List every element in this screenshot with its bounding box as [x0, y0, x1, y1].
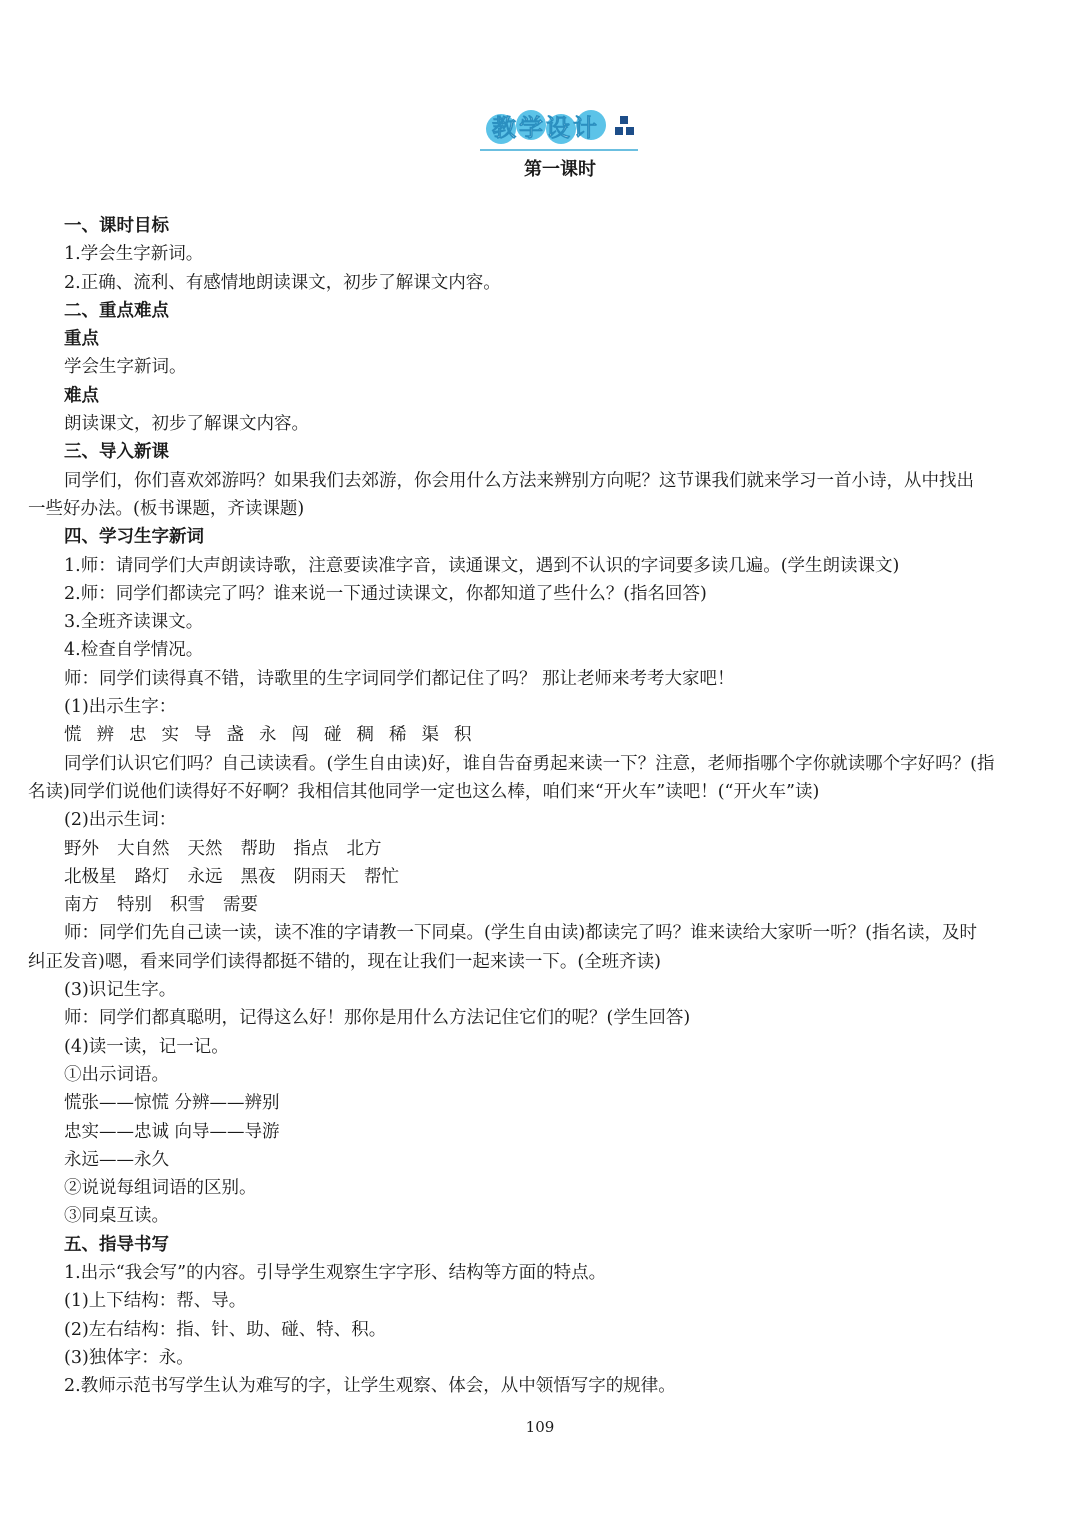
character-item: 碰 [324, 725, 342, 746]
section-heading: 一、课时目标 [64, 216, 169, 236]
word-item: 永远 [187, 866, 223, 887]
text-line: 师：同学们先自己读一读，读不准的字请教一下同桌。(学生自由读)都读完了吗？谁来读给大家听一听？(指名读，及时 [64, 923, 977, 944]
text-line: 1.师：请同学们大声朗读诗歌，注意要读准字音，读通课文，遇到不认识的字词要多读几遍。(学生朗读课文) [64, 555, 900, 576]
section-heading: 四、学习生字新词 [64, 527, 204, 548]
text-line: 2.教师示范书写学生认为难写的字，让学生观察、体会，从中领悟写字的规律。 [64, 1376, 676, 1397]
word-item: 路灯 [134, 866, 170, 887]
word-list [0, 863, 1080, 891]
text-line: 2.正确、流利、有感情地朗读课文，初步了解课文内容。 [64, 272, 501, 293]
character-list [0, 721, 1080, 749]
text-line: 一些好办法。(板书课题，齐读课题) [28, 498, 305, 519]
text-line: 同学们，你们喜欢郊游吗？如果我们去郊游，你会用什么方法来辨别方向呢？这节课我们就来学习一首小诗，从中找出 [64, 470, 974, 491]
word-item: 特别 [117, 895, 152, 916]
word-item: 帮忙 [364, 866, 399, 887]
text-line: 朗读课文，初步了解课文内容。 [64, 414, 309, 435]
text-line: ②说说每组词语的区别。 [64, 1178, 257, 1199]
character-item: 忠 [129, 725, 147, 746]
text-line: (4)读一读，记一记。 [64, 1036, 229, 1057]
text-line: 1.学会生字新词。 [64, 244, 204, 265]
text-line: (2)左右结构：指、针、助、碰、特、积。 [64, 1319, 387, 1340]
character-item: 永 [259, 725, 277, 746]
lesson-title: 第一课时 [524, 159, 596, 180]
character-item: 导 [194, 725, 212, 746]
word-list [0, 891, 1080, 919]
text-line: ③同桌互读。 [64, 1206, 169, 1227]
text-line: (1)出示生字： [64, 697, 177, 718]
text-line: 师：同学们读得真不错，诗歌里的生字词同学们都记住了吗？ 那让老师来考考大家吧！ [64, 668, 735, 689]
word-item: 积雪 [170, 895, 205, 916]
section-heading: 重点 [64, 329, 99, 350]
character-item: 积 [454, 725, 472, 746]
text-line: 忠实——忠诚 向导——导游 [64, 1121, 280, 1142]
text-line: 学会生字新词。 [64, 357, 187, 378]
character-item: 慌 [64, 725, 82, 746]
word-item: 野外 [64, 838, 99, 859]
text-line: 永远——永久 [64, 1149, 169, 1170]
text-line: 1.出示“我会写”的内容。引导学生观察生字字形、结构等方面的特点。 [64, 1262, 607, 1283]
text-line: 纠正发音)嗯，看来同学们读得都挺不错的，现在让我们一起来读一下。(全班齐读) [28, 951, 661, 972]
character-item: 闯 [291, 725, 309, 746]
text-line: ①出示词语。 [64, 1064, 169, 1085]
text-line: (2)出示生词： [64, 810, 177, 831]
character-item: 稀 [389, 725, 407, 746]
word-item: 北极星 [64, 866, 117, 887]
banner-blocks-icon [615, 116, 634, 135]
text-line: 名读)同学们说他们读得好不好啊？我相信其他同学一定也这么棒，咱们来“开火车”读吧！(“开火车”读) [28, 781, 820, 802]
text-line: 4.检查自学情况。 [64, 640, 204, 661]
page-number: 109 [525, 1418, 555, 1436]
word-item: 北方 [346, 838, 382, 859]
word-item: 帮助 [240, 838, 276, 859]
lesson-content [0, 212, 1080, 1400]
text-line: 3.全班齐读课文。 [64, 612, 204, 633]
character-item: 实 [161, 725, 179, 746]
section-heading: 五、指导书写 [64, 1234, 169, 1255]
text-line: 同学们认识它们吗？自己读读看。(学生自由读)好，谁自告奋勇起来读一下？注意，老师指哪个字你就读哪个字好吗？(指 [64, 753, 995, 774]
banner-title: 教学设计 [492, 114, 600, 142]
section-heading: 难点 [64, 385, 99, 406]
character-item: 辨 [96, 725, 114, 746]
word-item: 大自然 [117, 838, 170, 859]
text-line: (1)上下结构：帮、导。 [64, 1291, 247, 1312]
section-heading: 二、重点难点 [64, 300, 169, 321]
word-item: 南方 [64, 895, 99, 916]
word-item: 指点 [293, 838, 329, 859]
text-line: 2.师：同学们都读完了吗？谁来说一下通过读课文，你都知道了些什么？(指名回答) [64, 583, 707, 604]
section-heading: 三、导入新课 [64, 442, 169, 463]
word-item: 黑夜 [240, 866, 276, 887]
word-item: 阴雨天 [293, 866, 346, 887]
word-list [0, 835, 1080, 863]
word-item: 需要 [223, 895, 258, 916]
word-item: 天然 [187, 838, 223, 859]
text-line: 师：同学们都真聪明，记得这么好！那你是用什么方法记住它们的呢？(学生回答) [64, 1008, 691, 1029]
text-line: (3)识记生字。 [64, 980, 177, 1001]
text-line: (3)独体字：永。 [64, 1347, 194, 1368]
character-item: 稠 [356, 725, 374, 746]
text-line: 慌张——惊慌 分辨——辨别 [64, 1093, 280, 1114]
character-item: 渠 [421, 725, 439, 746]
section-banner [478, 106, 648, 156]
character-item: 盏 [226, 725, 244, 746]
